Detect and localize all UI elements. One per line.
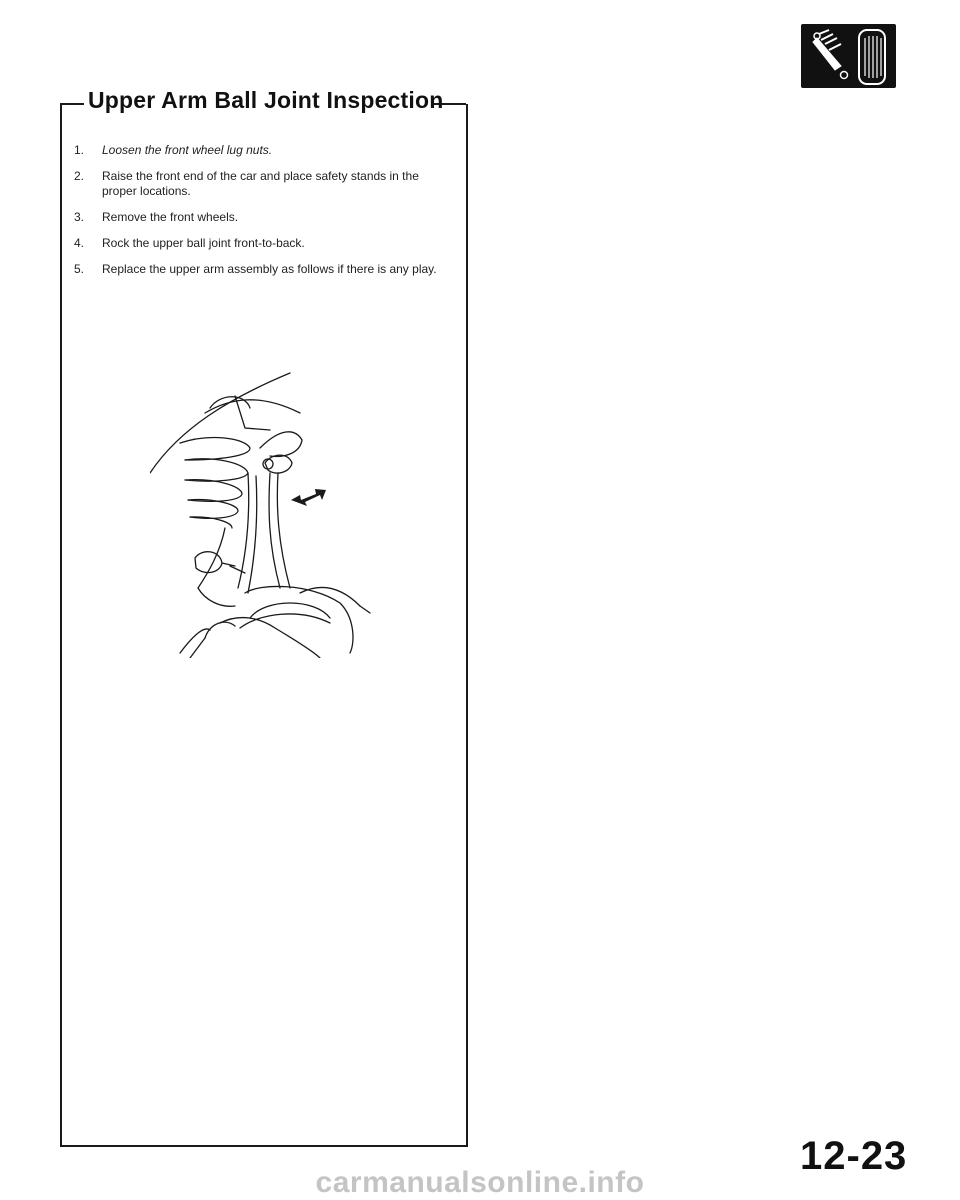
step-1 [74,143,454,158]
step-text: Remove the front wheels. [102,210,239,224]
step-number: 5. [74,262,85,276]
step-number: 1. [74,143,85,157]
coil-spring [180,438,250,528]
page-number: 12-23 [800,1134,908,1178]
title-rule-left [60,103,84,105]
step-2 [74,169,454,199]
step-number: 4. [74,236,85,250]
step-text: Loosen the front wheel lug nuts. [102,143,273,157]
step-4 [74,236,454,251]
step-number: 2. [74,169,85,183]
suspension-section-icon [801,24,896,88]
inspection-steps [74,143,454,288]
step-5 [74,262,454,277]
step-number: 3. [74,210,85,224]
step-text: Rock the upper ball joint front-to-back. [102,236,305,250]
step-text: Raise the front end of the car and place safety stands in the proper locations. [102,169,419,198]
step-3 [74,210,454,225]
watermark: carmanualsonline.info [315,1166,645,1199]
double-headed-arrow-icon [291,489,326,506]
step-text: Replace the upper arm assembly as follows if there is any play. [102,262,437,276]
upper-arm-ball-joint-illustration [150,368,390,658]
section-title: Upper Arm Ball Joint Inspection [88,87,444,113]
shock-and-tire-icon [801,24,896,88]
